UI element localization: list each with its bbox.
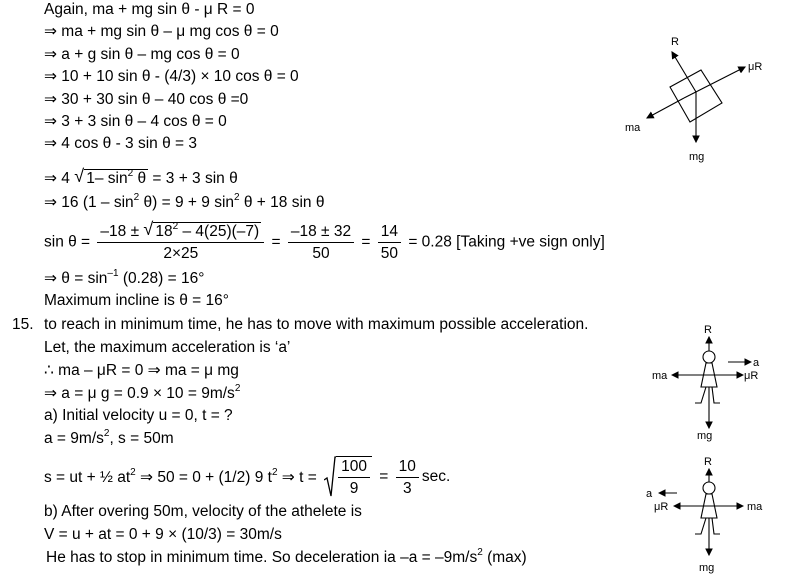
equation-line: ⇒ 4 cos θ - 3 sin θ = 3 [44,135,197,152]
sqrt-suffix: = 3 + 3 sin θ [148,170,238,187]
deceleration-line [46,549,527,567]
label-muR: μR [654,501,669,513]
label-ma: ma [652,370,668,382]
text-part: θ + 18 sin θ [239,194,325,211]
exponent: 2 [172,221,179,232]
square-root [324,456,372,498]
square-root [74,166,148,188]
numerator: 14 [378,222,401,243]
denominator: 50 [380,245,399,262]
exponent: 2 [133,192,140,203]
text-part: , s = 50m [109,430,174,447]
incline-block-free-body-diagram [610,25,790,170]
radical-icon: √ [74,166,85,186]
exponent: 2 [127,168,134,179]
label-ma: ma [625,122,641,134]
text-part: a = 9m/s [44,430,104,447]
text-part: (0.28) = 16° [118,270,205,287]
text-part: θ) = 9 + 9 sin [139,194,235,211]
exponent: 2 [103,428,110,439]
label-muR: μR [744,370,759,382]
given-line [44,430,174,448]
exponent: 2 [130,466,136,478]
let-line: Let, the maximum acceleration is ‘a’ [44,339,291,356]
label-a: a [753,357,760,369]
friction-arrow [684,67,745,98]
intro-line: to reach in minimum time, he has to move with maximum possible acceleration. [44,316,589,333]
label-mg: mg [697,430,713,442]
numerator: 10 [396,457,419,478]
pseudo-force-arrow [647,98,684,118]
problem-number: 15. [12,316,34,333]
fraction [378,222,401,263]
radicand: 1– sin [86,170,128,187]
equation-line: ⇒ 10 + 10 sin θ - (4/3) × 10 cos θ = 0 [44,68,299,85]
exponent: 2 [234,383,241,394]
time-equation-line [44,456,450,498]
denominator: 3 [402,479,412,497]
therefore-line: ∴ ma – μR = 0 ⇒ ma = μ mg [44,362,239,379]
denominator: 9 [349,480,359,497]
label-mg: mg [699,562,715,574]
equation-line: Again, ma + mg sin θ - μ R = 0 [44,1,255,18]
label-R: R [671,36,679,48]
square-root [143,219,261,241]
fraction [338,457,370,498]
label-R: R [704,456,712,468]
equals: = [271,233,285,251]
equals: = [361,233,375,251]
result: = 0.28 [Taking +ve sign only] [408,233,605,251]
equation-line: ⇒ a + g sin θ – mg cos θ = 0 [44,46,240,63]
theta-line [44,270,204,288]
denominator: 50 [312,245,330,262]
exponent: 2 [271,466,278,478]
radicand: 18 [155,223,173,240]
text-part: ⇒ 16 (1 – sin [44,194,134,211]
velocity-line: V = u + at = 0 + 9 × (10/3) = 30m/s [44,526,282,543]
exponent: 2 [477,547,483,558]
radical-icon [324,456,336,498]
fraction-quadratic-formula [97,219,264,263]
text-part: ⇒ θ = sin [44,270,108,287]
equation-line: ⇒ 30 + 30 sin θ – 40 cos θ =0 [44,91,249,108]
fraction [396,457,419,498]
athlete-figure-icon [695,482,720,534]
quadratic-solution-line [44,219,605,263]
athlete-accelerating-diagram [640,315,780,445]
acceleration-line [44,385,240,403]
radicand-tail: – 4(25)(–7) [178,223,260,240]
numerator: 100 [338,457,370,478]
squared-equation-line [44,194,324,212]
text-part: s = ut + ½ at [44,468,131,486]
label-muR: μR [748,61,763,73]
equation-line: ⇒ ma + mg sin θ – μ mg cos θ = 0 [44,23,279,40]
text-part: ⇒ a = μ g = 0.9 × 10 = 9m/s [44,385,235,402]
athlete-decelerating-diagram [630,445,780,576]
label-ma: ma [747,501,763,513]
equation-line: ⇒ 3 + 3 sin θ – 4 cos θ = 0 [44,113,227,130]
sqrt-prefix: ⇒ 4 [44,170,70,187]
fraction [288,222,354,263]
lhs: sin θ = [44,233,95,251]
part-a-label: a) Initial velocity u = 0, t = ? [44,407,233,424]
label-a: a [646,488,653,500]
exponent: 2 [234,192,240,203]
equals: = [379,468,393,485]
numerator-pre: –18 ± [100,223,144,240]
unit: sec. [421,468,451,485]
label-R: R [704,324,712,336]
exponent: –1 [107,268,119,279]
radical-icon: √ [143,219,154,239]
conclusion-line: Maximum incline is θ = 16° [44,292,229,309]
sqrt-equation-line [44,166,238,188]
text-part: ⇒ t = [277,468,322,486]
normal-force-arrow [672,52,696,92]
numerator: –18 ± 32 [288,222,354,243]
part-b-label: b) After overing 50m, velocity of the athelete is [44,503,362,520]
text-part: ⇒ 50 = 0 + (1/2) 9 t [135,468,272,486]
denominator: 2×25 [163,245,199,262]
label-mg: mg [689,151,705,163]
text-part: He has to stop in minimum time. So deceleration ia –a = –9m/s [46,549,478,566]
text-part: (max) [482,549,527,566]
athlete-figure-icon [695,351,720,403]
radicand-tail: θ [133,170,147,187]
